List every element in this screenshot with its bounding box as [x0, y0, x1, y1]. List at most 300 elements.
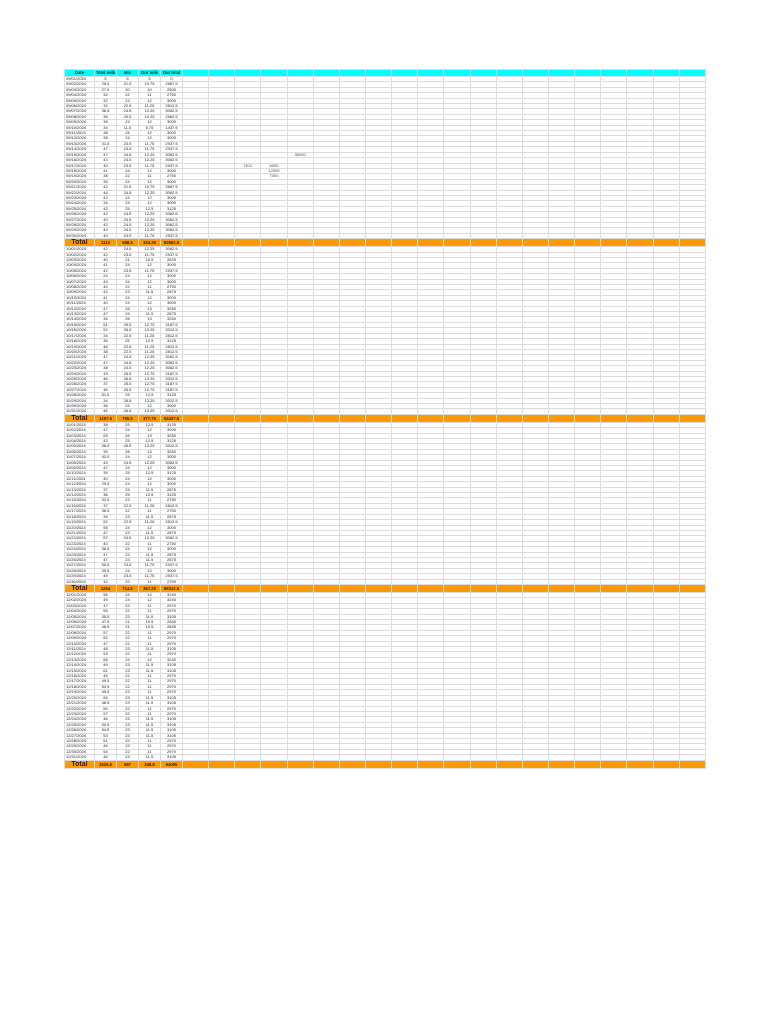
our-milk-cell[interactable]: 12.25 — [139, 247, 161, 252]
our-total-cell[interactable]: 3062.5 — [161, 152, 183, 157]
total-milk-cell[interactable]: 47 — [95, 530, 117, 535]
our-total-cell[interactable]: 2812.5 — [161, 344, 183, 349]
our-milk-cell[interactable]: 11 — [139, 630, 161, 635]
total-milk-cell[interactable]: 46 — [95, 755, 117, 760]
cell[interactable] — [392, 70, 418, 77]
our-milk-cell[interactable]: 12.25 — [139, 360, 161, 365]
our-milk-cell[interactable]: 12 — [139, 131, 161, 136]
date-cell[interactable]: 11/19/2024 — [65, 520, 95, 525]
total-milk-cell[interactable]: 38 — [95, 136, 117, 141]
date-cell[interactable]: 12/07/2024 — [65, 625, 95, 630]
cell[interactable] — [287, 239, 313, 247]
mix-cell[interactable]: 23 — [117, 557, 139, 562]
mix-cell[interactable]: 26.5 — [117, 398, 139, 403]
our-total-cell[interactable]: 3000 — [161, 403, 183, 408]
cell[interactable] — [261, 760, 287, 768]
date-cell[interactable]: 11/30/2024 — [65, 579, 95, 584]
our-total-cell[interactable]: 2875 — [161, 557, 183, 562]
date-cell[interactable]: 09/28/2024 — [65, 222, 95, 227]
mix-cell[interactable]: 24.5 — [117, 228, 139, 233]
total-milk-cell[interactable]: 37 — [95, 503, 117, 508]
cell[interactable] — [313, 760, 339, 768]
our-total-cell[interactable]: 2970 — [161, 711, 183, 716]
total-milk-cell[interactable]: 47 — [95, 641, 117, 646]
our-milk-cell[interactable]: 12.25 — [139, 158, 161, 163]
date-cell[interactable]: 10/09/2024 — [65, 290, 95, 295]
total-milk-cell[interactable]: 37 — [95, 487, 117, 492]
cell[interactable] — [392, 584, 418, 592]
total-milk-cell[interactable]: 54.5 — [95, 728, 117, 733]
total-total-milk-cell[interactable]: 1113 — [95, 239, 117, 247]
our-milk-cell[interactable]: 12.5 — [139, 393, 161, 398]
mix-cell[interactable]: 24 — [117, 274, 139, 279]
total-label[interactable]: Total — [65, 760, 95, 768]
mix-cell[interactable]: 26 — [117, 449, 139, 454]
date-cell[interactable]: 11/22/2024 — [65, 536, 95, 541]
total-milk-cell[interactable]: 36.5 — [95, 509, 117, 514]
date-cell[interactable]: 09/09/2024 — [65, 120, 95, 125]
our-milk-cell[interactable]: 12 — [139, 120, 161, 125]
our-milk-cell[interactable]: 11.5 — [139, 312, 161, 317]
date-cell[interactable]: 09/07/2024 — [65, 109, 95, 114]
date-cell[interactable]: 10/27/2024 — [65, 387, 95, 392]
our-total-cell[interactable]: 2875 — [161, 552, 183, 557]
mix-cell[interactable]: 24 — [117, 136, 139, 141]
total-milk-cell[interactable]: 46.5 — [95, 625, 117, 630]
cell[interactable] — [339, 239, 365, 247]
total-milk-cell[interactable]: 56 — [95, 592, 117, 597]
total-milk-cell[interactable]: 46 — [95, 344, 117, 349]
our-total-cell[interactable]: 2875 — [161, 487, 183, 492]
total-milk-cell[interactable]: 36 — [95, 339, 117, 344]
total-milk-cell[interactable]: 46 — [95, 717, 117, 722]
mix-cell[interactable]: 21.5 — [117, 185, 139, 190]
our-milk-cell[interactable]: 12 — [139, 547, 161, 552]
cell[interactable] — [470, 584, 496, 592]
total-milk-cell[interactable]: 27.5 — [95, 87, 117, 92]
our-milk-cell[interactable]: 11 — [139, 690, 161, 695]
cell[interactable] — [313, 414, 339, 422]
total-milk-cell[interactable]: 32 — [95, 104, 117, 109]
date-cell[interactable]: 10/13/2024 — [65, 312, 95, 317]
cell[interactable] — [653, 760, 679, 768]
date-cell[interactable]: 11/24/2024 — [65, 547, 95, 552]
total-milk-cell[interactable]: 42.5 — [95, 455, 117, 460]
date-cell[interactable]: 10/22/2024 — [65, 360, 95, 365]
our-milk-cell[interactable]: 11.5 — [139, 530, 161, 535]
our-milk-cell[interactable]: 11.5 — [139, 647, 161, 652]
date-cell[interactable]: 12/02/2024 — [65, 598, 95, 603]
our-total-cell[interactable]: 3105 — [161, 717, 183, 722]
our-milk-cell[interactable]: 11.75 — [139, 268, 161, 273]
date-cell[interactable]: 09/16/2024 — [65, 158, 95, 163]
date-cell[interactable]: 10/10/2024 — [65, 295, 95, 300]
mix-cell[interactable]: 24 — [117, 179, 139, 184]
total-milk-cell[interactable]: 57 — [95, 536, 117, 541]
cell[interactable] — [470, 760, 496, 768]
our-total-cell[interactable]: 2970 — [161, 749, 183, 754]
our-milk-cell[interactable]: 13.25 — [139, 398, 161, 403]
cell[interactable] — [627, 584, 653, 592]
total-milk-cell[interactable]: 40 — [95, 228, 117, 233]
total-mix-cell[interactable]: 697 — [117, 760, 139, 768]
our-milk-cell[interactable]: 11.5 — [139, 668, 161, 673]
cell[interactable] — [287, 70, 313, 77]
our-total-cell[interactable]: 3000 — [161, 568, 183, 573]
our-milk-cell[interactable]: 11.25 — [139, 349, 161, 354]
cell[interactable] — [183, 414, 209, 422]
our-total-cell[interactable]: 2970 — [161, 636, 183, 641]
total-milk-cell[interactable]: 47 — [95, 312, 117, 317]
mix-cell[interactable]: 23 — [117, 728, 139, 733]
our-milk-cell[interactable]: 11.5 — [139, 728, 161, 733]
mix-cell[interactable]: 22 — [117, 609, 139, 614]
mix-cell[interactable]: 24.5 — [117, 109, 139, 114]
total-milk-cell[interactable]: 42 — [95, 252, 117, 257]
our-milk-cell[interactable]: 12.75 — [139, 382, 161, 387]
date-cell[interactable]: 10/28/2024 — [65, 393, 95, 398]
date-cell[interactable]: 10/04/2024 — [65, 263, 95, 268]
mix-cell[interactable]: 26 — [117, 306, 139, 311]
cell[interactable] — [418, 239, 444, 247]
mix-cell[interactable]: 25 — [117, 439, 139, 444]
date-cell[interactable]: 12/03/2024 — [65, 603, 95, 608]
our-total-cell[interactable]: 3125 — [161, 206, 183, 211]
mix-cell[interactable]: 22 — [117, 636, 139, 641]
mix-cell[interactable]: 22 — [117, 690, 139, 695]
side-value[interactable]: 12000 — [261, 168, 287, 173]
our-total-cell[interactable]: 2812.5 — [161, 349, 183, 354]
total-milk-cell[interactable]: 42 — [95, 195, 117, 200]
our-milk-cell[interactable]: 13.25 — [139, 409, 161, 414]
date-cell[interactable]: 09/06/2024 — [65, 104, 95, 109]
cell[interactable] — [444, 239, 470, 247]
our-total-cell[interactable]: 3250 — [161, 306, 183, 311]
mix-cell[interactable]: 22 — [117, 579, 139, 584]
our-total-cell[interactable]: 3125 — [161, 422, 183, 427]
date-cell[interactable]: 12/24/2024 — [65, 717, 95, 722]
our-total-cell[interactable]: 2970 — [161, 684, 183, 689]
our-milk-cell[interactable]: 12.25 — [139, 355, 161, 360]
total-milk-cell[interactable]: 34 — [95, 333, 117, 338]
date-cell[interactable]: 10/21/2024 — [65, 355, 95, 360]
cell[interactable] — [575, 70, 601, 77]
our-milk-cell[interactable]: 12 — [139, 168, 161, 173]
our-milk-cell[interactable]: 12.25 — [139, 228, 161, 233]
cell[interactable] — [209, 239, 235, 247]
our-total-cell[interactable]: 2937.5 — [161, 252, 183, 257]
total-milk-cell[interactable]: 51.5 — [95, 393, 117, 398]
date-cell[interactable]: 09/18/2024 — [65, 168, 95, 173]
total-milk-cell[interactable]: 50.5 — [95, 563, 117, 568]
our-milk-cell[interactable]: 10.5 — [139, 625, 161, 630]
date-cell[interactable]: 09/17/2024 — [65, 163, 95, 168]
total-milk-cell[interactable]: 56 — [95, 657, 117, 662]
date-cell[interactable]: 10/07/2024 — [65, 279, 95, 284]
our-milk-cell[interactable]: 11 — [139, 738, 161, 743]
our-total-cell[interactable]: 3105 — [161, 728, 183, 733]
our-total-cell[interactable]: 3062.5 — [161, 360, 183, 365]
total-milk-cell[interactable]: 52 — [95, 520, 117, 525]
total-our-milk-cell[interactable]: 377.75 — [139, 414, 161, 422]
mix-cell[interactable]: 24.5 — [117, 212, 139, 217]
our-total-cell[interactable]: 3187.5 — [161, 387, 183, 392]
date-cell[interactable]: 12/30/2024 — [65, 749, 95, 754]
date-cell[interactable]: 09/23/2024 — [65, 195, 95, 200]
cell[interactable] — [627, 239, 653, 247]
total-milk-cell[interactable]: 45 — [95, 674, 117, 679]
mix-cell[interactable]: 25 — [117, 393, 139, 398]
our-total-cell[interactable]: 2970 — [161, 603, 183, 608]
mix-cell[interactable]: 23 — [117, 663, 139, 668]
cell[interactable] — [496, 70, 522, 77]
date-cell[interactable]: 11/25/2024 — [65, 552, 95, 557]
total-milk-cell[interactable]: 55 — [95, 525, 117, 530]
total-milk-cell[interactable]: 44 — [95, 190, 117, 195]
our-total-cell[interactable]: 3062.5 — [161, 366, 183, 371]
cell[interactable] — [339, 70, 365, 77]
total-milk-cell[interactable]: 42 — [95, 212, 117, 217]
cell[interactable] — [313, 239, 339, 247]
our-milk-cell[interactable]: 12 — [139, 476, 161, 481]
header-our-milk-cell[interactable]: Our milk — [139, 70, 161, 77]
mix-cell[interactable]: 24 — [117, 301, 139, 306]
total-milk-cell[interactable]: 42 — [95, 185, 117, 190]
our-milk-cell[interactable]: 12 — [139, 403, 161, 408]
date-cell[interactable]: 10/23/2024 — [65, 366, 95, 371]
total-milk-cell[interactable]: 34 — [95, 398, 117, 403]
date-cell[interactable]: 09/26/2024 — [65, 212, 95, 217]
total-milk-cell[interactable]: 36.5 — [95, 109, 117, 114]
cell[interactable] — [679, 584, 705, 592]
mix-cell[interactable]: 25.5 — [117, 371, 139, 376]
cell[interactable] — [261, 414, 287, 422]
cell[interactable] — [679, 239, 705, 247]
date-cell[interactable]: 10/25/2024 — [65, 376, 95, 381]
our-milk-cell[interactable]: 11 — [139, 498, 161, 503]
cell[interactable] — [522, 584, 548, 592]
our-total-cell[interactable]: 3240 — [161, 592, 183, 597]
date-cell[interactable]: 12/06/2024 — [65, 620, 95, 625]
date-cell[interactable]: 10/18/2024 — [65, 339, 95, 344]
our-total-cell[interactable]: 3000 — [161, 279, 183, 284]
cell[interactable] — [679, 760, 705, 768]
cell[interactable] — [548, 239, 574, 247]
our-milk-cell[interactable]: 13 — [139, 317, 161, 322]
cell[interactable] — [392, 760, 418, 768]
our-total-cell[interactable]: 3062.5 — [161, 228, 183, 233]
total-mix-cell[interactable]: 755.5 — [117, 414, 139, 422]
our-milk-cell[interactable]: 13.25 — [139, 444, 161, 449]
cell[interactable] — [261, 239, 287, 247]
cell[interactable] — [444, 70, 470, 77]
date-cell[interactable]: 12/25/2024 — [65, 722, 95, 727]
our-milk-cell[interactable]: 5.75 — [139, 125, 161, 130]
mix-cell[interactable]: 24.5 — [117, 247, 139, 252]
total-milk-cell[interactable]: 41 — [95, 295, 117, 300]
our-total-cell[interactable]: 2812.5 — [161, 104, 183, 109]
our-total-cell[interactable]: 3062.5 — [161, 460, 183, 465]
total-milk-cell[interactable]: 37 — [95, 382, 117, 387]
total-milk-cell[interactable]: 42 — [95, 206, 117, 211]
our-milk-cell[interactable]: 12.25 — [139, 217, 161, 222]
cell[interactable] — [444, 414, 470, 422]
cell[interactable] — [313, 70, 339, 77]
cell[interactable] — [496, 414, 522, 422]
date-cell[interactable]: 12/15/2024 — [65, 668, 95, 673]
our-milk-cell[interactable]: 11 — [139, 641, 161, 646]
cell[interactable] — [339, 414, 365, 422]
our-milk-cell[interactable]: 13 — [139, 306, 161, 311]
cell[interactable] — [522, 760, 548, 768]
our-milk-cell[interactable]: 12.5 — [139, 439, 161, 444]
our-milk-cell[interactable]: 11 — [139, 93, 161, 98]
total-our-total-cell[interactable]: 89312.5 — [161, 584, 183, 592]
total-our-milk-cell[interactable]: 348.5 — [139, 760, 161, 768]
date-cell[interactable]: 12/05/2024 — [65, 614, 95, 619]
total-milk-cell[interactable]: 35 — [95, 449, 117, 454]
our-total-cell[interactable]: 3250 — [161, 449, 183, 454]
cell[interactable] — [235, 414, 261, 422]
date-cell[interactable]: 11/27/2024 — [65, 563, 95, 568]
total-milk-cell[interactable]: 39 — [95, 471, 117, 476]
our-total-cell[interactable]: 3105 — [161, 755, 183, 760]
our-milk-cell[interactable]: 12 — [139, 598, 161, 603]
our-milk-cell[interactable]: 11 — [139, 285, 161, 290]
date-cell[interactable]: 12/04/2024 — [65, 609, 95, 614]
cell[interactable] — [183, 584, 209, 592]
mix-cell[interactable]: 24 — [117, 657, 139, 662]
mix-cell[interactable]: 24.5 — [117, 366, 139, 371]
our-total-cell[interactable]: 2835 — [161, 625, 183, 630]
mix-cell[interactable]: 23 — [117, 514, 139, 519]
header-date-cell[interactable]: Date — [65, 70, 95, 77]
mix-cell[interactable]: 26.5 — [117, 409, 139, 414]
total-milk-cell[interactable]: 36 — [95, 403, 117, 408]
our-total-cell[interactable]: 0 — [161, 77, 183, 82]
our-milk-cell[interactable]: 12 — [139, 525, 161, 530]
side-value[interactable]: 7612 — [235, 163, 261, 168]
our-total-cell[interactable]: 3062.5 — [161, 212, 183, 217]
our-total-cell[interactable]: 3105 — [161, 695, 183, 700]
date-cell[interactable]: 12/26/2024 — [65, 728, 95, 733]
mix-cell[interactable]: 24.5 — [117, 158, 139, 163]
total-milk-cell[interactable]: 53 — [95, 652, 117, 657]
our-milk-cell[interactable]: 12.75 — [139, 322, 161, 327]
total-milk-cell[interactable]: 36 — [95, 114, 117, 119]
date-cell[interactable]: 11/18/2024 — [65, 514, 95, 519]
mix-cell[interactable]: 23.5 — [117, 563, 139, 568]
total-milk-cell[interactable]: 57 — [95, 711, 117, 716]
total-milk-cell[interactable]: 57 — [95, 630, 117, 635]
cell[interactable] — [575, 239, 601, 247]
our-milk-cell[interactable]: 11.5 — [139, 701, 161, 706]
mix-cell[interactable]: 26 — [117, 317, 139, 322]
date-cell[interactable]: 10/12/2024 — [65, 306, 95, 311]
mix-cell[interactable]: 22 — [117, 711, 139, 716]
mix-cell[interactable]: 24 — [117, 403, 139, 408]
cell[interactable] — [653, 70, 679, 77]
date-cell[interactable]: 10/20/2024 — [65, 349, 95, 354]
date-cell[interactable]: 09/01/2024 — [65, 77, 95, 82]
our-milk-cell[interactable]: 12 — [139, 428, 161, 433]
date-cell[interactable]: 11/12/2024 — [65, 482, 95, 487]
our-total-cell[interactable]: 2812.5 — [161, 503, 183, 508]
our-milk-cell[interactable]: 12 — [139, 201, 161, 206]
our-milk-cell[interactable]: 12 — [139, 274, 161, 279]
our-total-cell[interactable]: 3105 — [161, 722, 183, 727]
total-milk-cell[interactable]: 47 — [95, 466, 117, 471]
total-milk-cell[interactable]: 43 — [95, 371, 117, 376]
our-milk-cell[interactable]: 10.5 — [139, 620, 161, 625]
mix-cell[interactable]: 26.5 — [117, 444, 139, 449]
our-milk-cell[interactable]: 11 — [139, 636, 161, 641]
mix-cell[interactable]: 22 — [117, 674, 139, 679]
our-total-cell[interactable]: 2750 — [161, 541, 183, 546]
cell[interactable] — [287, 414, 313, 422]
mix-cell[interactable]: 24 — [117, 547, 139, 552]
mix-cell[interactable]: 22 — [117, 738, 139, 743]
mix-cell[interactable]: 21 — [117, 258, 139, 263]
our-milk-cell[interactable]: 12.25 — [139, 366, 161, 371]
our-milk-cell[interactable]: 12.5 — [139, 339, 161, 344]
total-milk-cell[interactable]: 5 — [95, 77, 117, 82]
our-total-cell[interactable]: 3000 — [161, 301, 183, 306]
mix-cell[interactable]: 23.5 — [117, 574, 139, 579]
our-total-cell[interactable]: 2750 — [161, 509, 183, 514]
total-milk-cell[interactable]: 34 — [95, 317, 117, 322]
our-milk-cell[interactable]: 10.5 — [139, 258, 161, 263]
our-total-cell[interactable]: 2812.5 — [161, 333, 183, 338]
our-milk-cell[interactable]: 12 — [139, 136, 161, 141]
mix-cell[interactable]: 22 — [117, 603, 139, 608]
our-milk-cell[interactable]: 12 — [139, 568, 161, 573]
total-milk-cell[interactable]: 46 — [95, 409, 117, 414]
cell[interactable] — [601, 70, 627, 77]
total-milk-cell[interactable]: 34 — [95, 125, 117, 130]
our-total-cell[interactable]: 3125 — [161, 471, 183, 476]
mix-cell[interactable]: 26.5 — [117, 376, 139, 381]
date-cell[interactable]: 09/21/2024 — [65, 185, 95, 190]
cell[interactable] — [339, 760, 365, 768]
total-our-total-cell[interactable]: 94437.5 — [161, 414, 183, 422]
our-milk-cell[interactable]: 12 — [139, 295, 161, 300]
our-milk-cell[interactable]: 11.5 — [139, 290, 161, 295]
total-milk-cell[interactable]: 51 — [95, 738, 117, 743]
total-milk-cell[interactable]: 53 — [95, 733, 117, 738]
mix-cell[interactable]: 5 — [117, 77, 139, 82]
our-milk-cell[interactable]: 12 — [139, 195, 161, 200]
our-milk-cell[interactable]: 11 — [139, 706, 161, 711]
date-cell[interactable]: 10/14/2024 — [65, 317, 95, 322]
date-cell[interactable]: 12/18/2024 — [65, 684, 95, 689]
our-total-cell[interactable]: 3240 — [161, 598, 183, 603]
total-milk-cell[interactable]: 61 — [95, 668, 117, 673]
total-milk-cell[interactable]: 42 — [95, 222, 117, 227]
our-total-cell[interactable]: 3105 — [161, 663, 183, 668]
mix-cell[interactable]: 23.5 — [117, 141, 139, 146]
date-cell[interactable]: 09/29/2024 — [65, 228, 95, 233]
our-total-cell[interactable]: 3250 — [161, 433, 183, 438]
our-total-cell[interactable]: 3062.5 — [161, 109, 183, 114]
our-total-cell[interactable]: 3105 — [161, 647, 183, 652]
mix-cell[interactable]: 23 — [117, 717, 139, 722]
our-total-cell[interactable]: 3000 — [161, 131, 183, 136]
total-milk-cell[interactable]: 51 — [95, 322, 117, 327]
our-milk-cell[interactable]: 12 — [139, 657, 161, 662]
date-cell[interactable]: 09/12/2024 — [65, 136, 95, 141]
date-cell[interactable]: 09/04/2024 — [65, 93, 95, 98]
